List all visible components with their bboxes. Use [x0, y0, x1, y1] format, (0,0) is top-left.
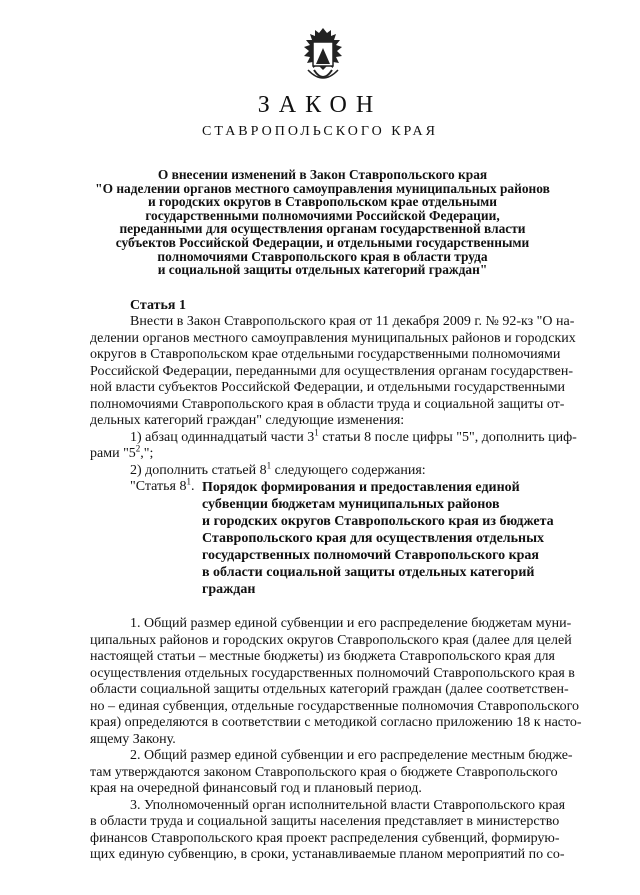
- heading-line: субъектов Российской Федерации, и отдельными государственными: [115, 234, 530, 250]
- heading-line: и городских округов в Ставропольском крае отдельными: [147, 194, 497, 210]
- text-line: области социальной защиты отдельных категорий граждан (далее соответствен-: [90, 682, 569, 697]
- item-text: 1) абзац одиннадцатый части 3: [130, 429, 315, 445]
- heading-line: "О наделении органов местного самоуправления муниципальных районов: [95, 180, 550, 196]
- text-line: ной власти субъектов Российской Федерации, и отдельными государственными: [90, 380, 566, 395]
- text-line: Внести в Закон Ставропольского края от 11 декабря 2009 г. № 92-кз "О на-: [130, 314, 575, 329]
- superscript: 2: [135, 443, 141, 454]
- section-title-line: граждан: [202, 582, 256, 597]
- article-label: Статья 1: [130, 298, 186, 313]
- text-line: 1. Общий размер единой субвенции и его распределение бюджетам муни-: [130, 616, 572, 631]
- text-line: 2. Общий размер единой субвенции и его распределение местным бюдже-: [130, 748, 573, 763]
- text-line: щих единую субвенцию, в сроки, устанавливаемые планом мероприятий по со-: [90, 847, 565, 862]
- paragraph-2: [90, 748, 598, 798]
- heading-line: переданными для осуществления органам государственной власти: [119, 221, 526, 237]
- heading-line: и социальной защиты отдельных категорий граждан": [157, 262, 488, 278]
- text-line: края на очередной финансовый год и плановый период.: [90, 781, 422, 796]
- paragraph-3: [90, 798, 598, 864]
- item-text: ,";: [140, 446, 154, 461]
- section-title-line: субвенции бюджетам муниципальных районов: [202, 497, 500, 512]
- section-title-line: Ставропольского края для осуществления отдельных: [202, 531, 545, 546]
- section-label: "Статья $8^1$.: [130, 476, 195, 494]
- section-title: [202, 479, 598, 598]
- section-title-line: государственных полномочий Ставропольского края: [202, 548, 539, 563]
- section-title-line: в области социальной защиты отдельных категорий: [202, 565, 535, 580]
- document-body: [90, 314, 598, 864]
- text-line: там утверждаются законом Ставропольского края о бюджете Ставропольского: [90, 764, 558, 780]
- text-line: настоящей статьи – местные бюджеты) из бюджета Ставропольского края для: [90, 649, 555, 664]
- section-title-line: и городских округов Ставропольского края из бюджета: [202, 514, 554, 529]
- heading-line: полномочиями Ставропольского края в области труда: [157, 248, 488, 264]
- item-text: рами "5: [90, 446, 136, 461]
- item-text: следующего содержания:: [271, 462, 426, 478]
- item-text: статьи 8 после цифры "5", дополнить циф-: [318, 429, 577, 445]
- text-line: Российской Федерации, переданными для осуществления органам государствен-: [90, 363, 574, 379]
- superscript: 1: [314, 426, 319, 437]
- intro-paragraph-continued: [90, 331, 598, 430]
- section-title-line: Порядок формирования и предоставления единой: [202, 480, 520, 495]
- text-line: осуществления отдельных государственных полномочий Ставропольского края в: [90, 665, 575, 681]
- text-line: округов в Ставропольском крае отдельными государственными полномочиями: [90, 347, 561, 362]
- law-heading: [60, 168, 585, 277]
- superscript: 1: [266, 459, 272, 470]
- text-line: ящему Закону.: [90, 731, 176, 747]
- item-text: 2) дополнить статьей 8: [130, 462, 267, 478]
- superscript: 1: [186, 476, 191, 487]
- text-line: в области труда и социальной защиты населения представляет в министерство: [90, 814, 560, 829]
- text-line: финансов Ставропольского края проект распределения субвенций, формирую-: [90, 830, 560, 846]
- text-line: ципальных районов и городских округов Ставропольского края (далее для целей: [90, 632, 572, 648]
- text-line: полномочиями Ставропольского края в области труда и социальной защиты от-: [90, 396, 565, 412]
- text-line: 3. Уполномоченный орган исполнительной власти Ставропольского края: [130, 797, 566, 813]
- text-line: края) определяются в соответствии с методикой согласно приложению 18 к насто-: [90, 715, 582, 730]
- text-line: дельных категорий граждан" следующие изменения:: [90, 413, 405, 428]
- paragraph-1: [90, 616, 598, 748]
- law-region: СТАВРОПОЛЬСКОГО КРАЯ: [202, 124, 438, 139]
- law-title: ЗАКОН: [257, 92, 383, 118]
- amendment-item-2: [90, 459, 598, 480]
- text-line: делении органов местного самоуправления муниципальных районов и городских: [90, 330, 576, 346]
- heading-line: О внесении изменений в Закон Ставропольского края: [157, 167, 488, 182]
- heading-line: государственными полномочиями Российской Федерации,: [145, 207, 500, 223]
- amendment-item-1: [90, 426, 598, 463]
- stavropol-coat-of-arms-icon: [298, 26, 348, 84]
- text-line: но – единая субвенция, отдельные государственные полномочия Ставропольского: [90, 698, 580, 714]
- intro-paragraph: [90, 314, 598, 331]
- new-section: [130, 476, 598, 598]
